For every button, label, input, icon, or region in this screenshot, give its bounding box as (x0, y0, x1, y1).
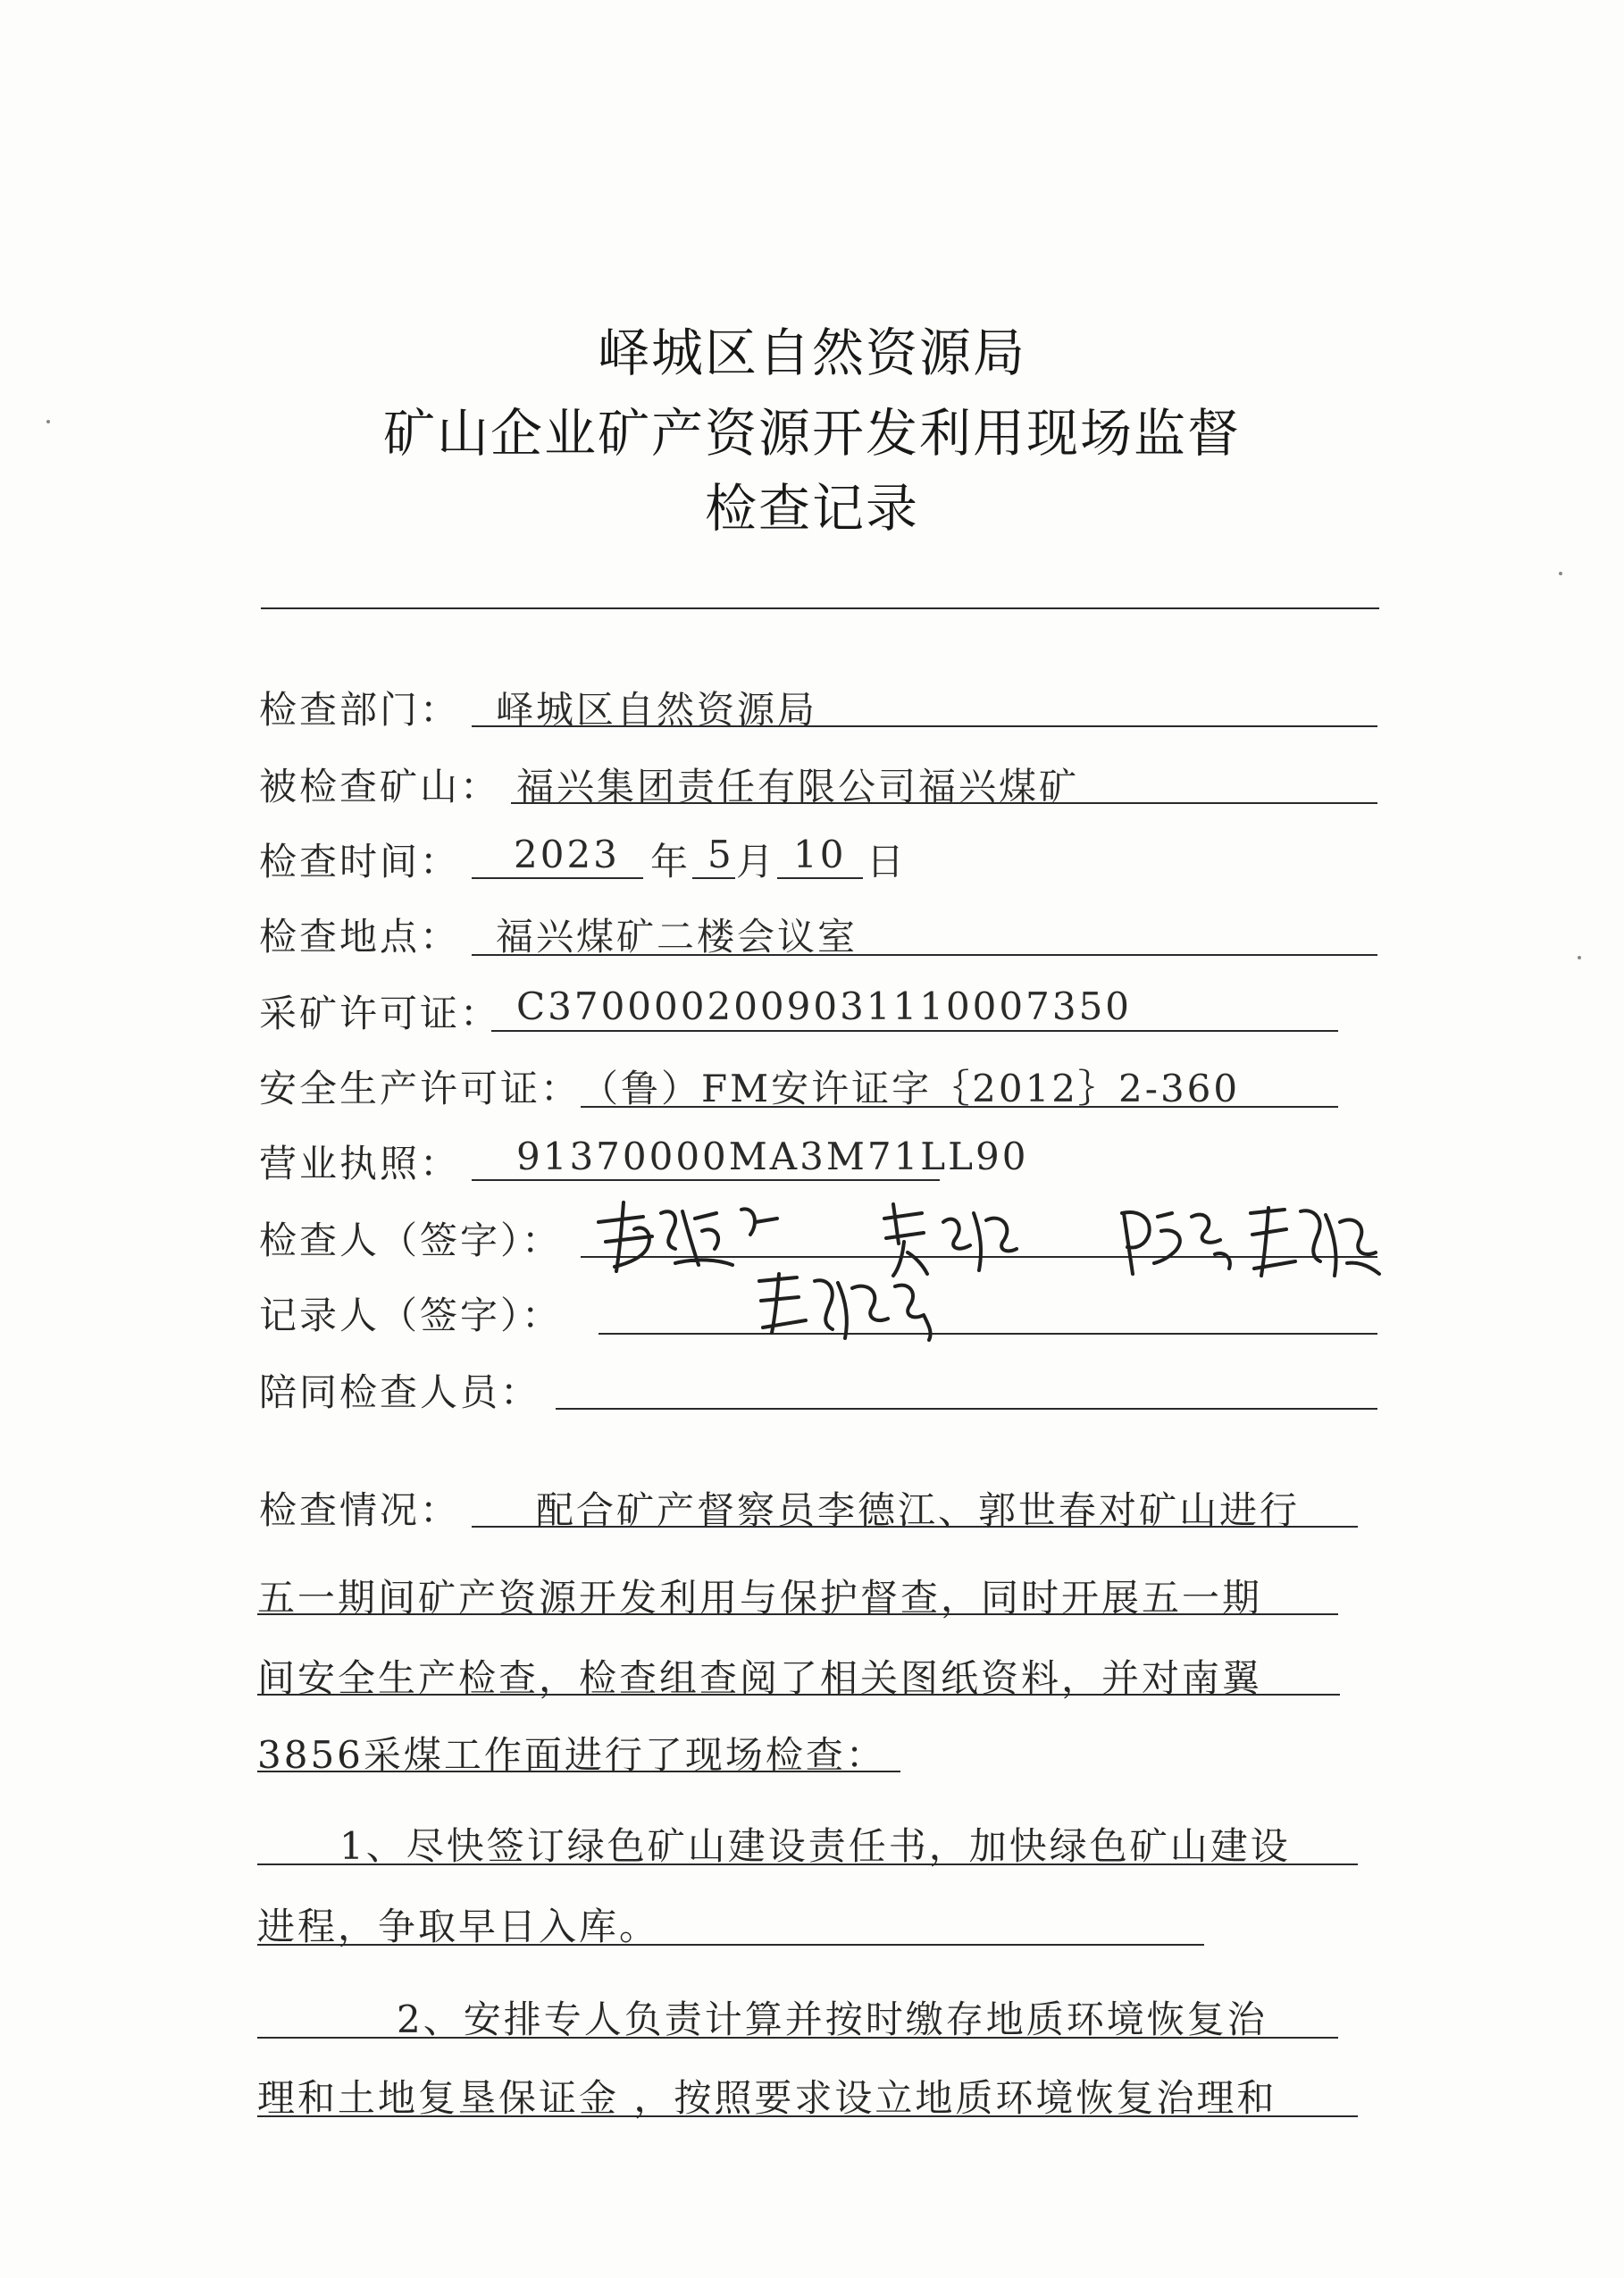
inspector-signatures (590, 1186, 1394, 1285)
finding-item-1-line-1: 1、尽快签订绿色矿山建设责任书，加快绿色矿山建设 (339, 1824, 1291, 1868)
time-day-unit: 日 (866, 840, 908, 884)
time-month: 5 (707, 833, 734, 876)
title-agency: 峄城区自然资源局 (597, 322, 1026, 383)
findings-line-3: 间安全生产检查，检查组查阅了相关图纸资料，并对南翼 (257, 1656, 1263, 1700)
mine-label: 被检查矿山： (259, 765, 501, 808)
recorder-label: 记录人（签字）： (259, 1294, 563, 1337)
findings-label: 检查情况： (259, 1488, 461, 1532)
findings-line-4: 3856采煤工作面进行了现场检查： (257, 1733, 886, 1777)
business-license-value: 91370000MA3M71LL90 (516, 1135, 1029, 1178)
dept-underline (472, 725, 1377, 727)
finding-item-1-underline-2 (257, 1944, 1204, 1946)
place-value: 福兴煤矿二楼会议室 (496, 915, 858, 959)
finding-item-2-line-1: 2、安排专人负责计算并按时缴存地质环境恢复治 (397, 1997, 1268, 2041)
business-license-underline (472, 1179, 940, 1181)
title-divider (261, 607, 1379, 609)
findings-line-2: 五一期间矿产资源开发利用与保护督查，同时开展五一期 (257, 1576, 1263, 1620)
recorder-signature (750, 1261, 965, 1342)
time-year-underline (472, 877, 643, 879)
mining-license-label: 采矿许可证： (259, 992, 501, 1035)
safety-license-value: （鲁）FM安许证字｛2012｝2-360 (581, 1067, 1241, 1110)
inspectors-label: 检查人（签字）： (259, 1219, 563, 1262)
time-year: 2023 (514, 833, 620, 876)
time-month-unit: 月 (736, 840, 777, 884)
findings-underline-3 (257, 1694, 1340, 1696)
time-day: 10 (793, 833, 847, 876)
mine-value: 福兴集团责任有限公司福兴煤矿 (516, 765, 1080, 808)
scan-speck (1578, 956, 1581, 959)
business-license-label: 营业执照： (259, 1142, 461, 1185)
accompany-label: 陪同检查人员： (259, 1370, 541, 1414)
finding-item-2-underline-1 (257, 2037, 1338, 2039)
mining-license-underline (491, 1030, 1338, 1032)
time-label: 检查时间： (259, 840, 461, 884)
scan-speck (46, 420, 50, 423)
finding-item-2-line-2: 理和土地复垦保证金 ，按照要求设立地质环境恢复治理和 (257, 2076, 1277, 2120)
time-year-unit: 年 (650, 840, 691, 884)
finding-item-1-line-2: 进程，争取早日入库。 (257, 1905, 660, 1948)
findings-underline-1 (472, 1526, 1358, 1528)
title-record: 检查记录 (704, 478, 919, 539)
mining-license-value: C3700002009031110007350 (516, 984, 1133, 1028)
findings-line-1: 配合矿产督察员李德江、郭世春对矿山进行 (536, 1488, 1301, 1532)
mine-underline (511, 802, 1377, 804)
dept-label: 检查部门： (259, 688, 461, 732)
safety-license-underline (581, 1106, 1338, 1108)
recorder-underline (599, 1333, 1377, 1335)
time-month-underline (692, 877, 735, 879)
findings-underline-4 (257, 1771, 900, 1772)
finding-item-2-underline-2 (257, 2115, 1358, 2117)
safety-license-label: 安全生产许可证： (259, 1067, 582, 1110)
dept-value: 峄城区自然资源局 (496, 688, 818, 732)
finding-item-1-underline-1 (257, 1863, 1358, 1865)
accompany-underline (556, 1408, 1377, 1410)
scan-speck (1559, 572, 1562, 575)
title-subject: 矿山企业矿产资源开发利用现场监督 (382, 403, 1241, 464)
time-day-underline (777, 877, 863, 879)
place-underline (472, 954, 1377, 956)
place-label: 检查地点： (259, 915, 461, 959)
findings-underline-2 (257, 1613, 1338, 1615)
